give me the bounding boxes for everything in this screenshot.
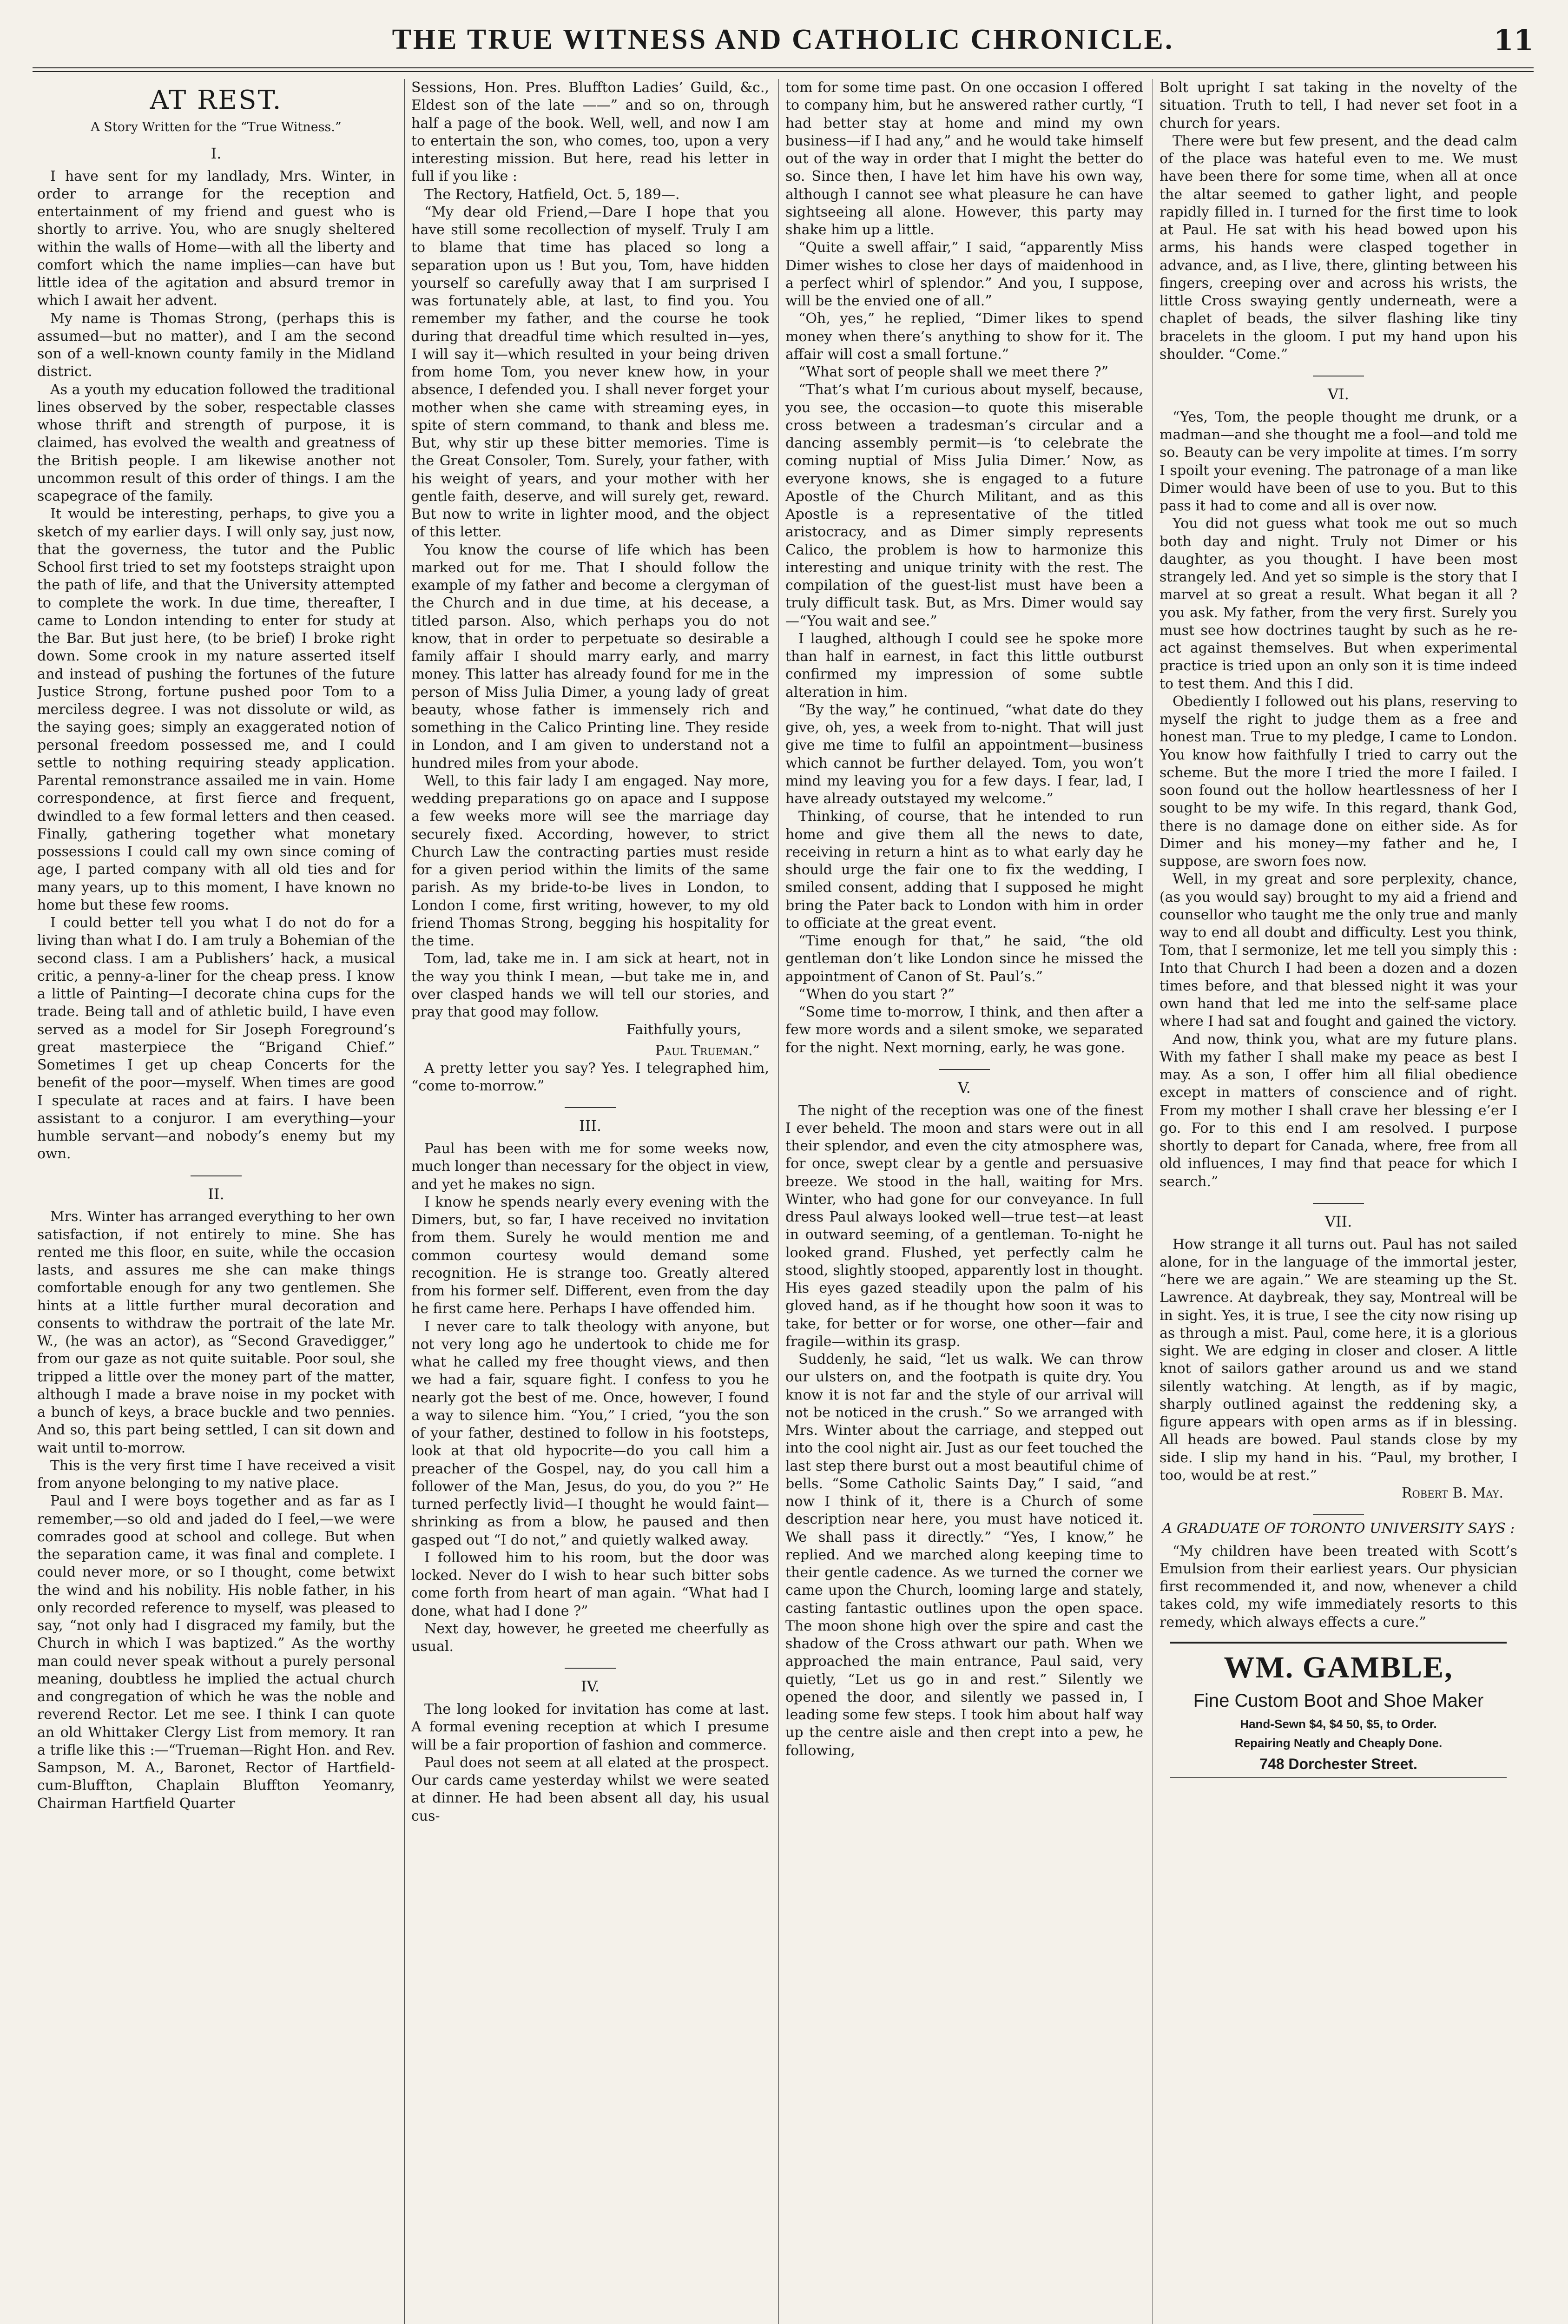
paragraph: tom for some time past. On one occasion I offered to company him, but he answered rather curtly, “I had better stay at home and mind my own business—if I had any,” and he would take himself out of the way in order that I might the better do so. Since then, I have let him have his own way, although I cannot see what pleasure he can have sightseeing all alone. However, this party may shake him up a little. [785,79,1143,238]
paragraph: The long looked for invitation has come at last. A formal evening reception at which I presume will be a fair proportion of fashion and commerce. [411,1701,769,1753]
paragraph: “Yes, Tom, the people thought me drunk, or a madman—and she thought me a fool—and told me so. Beauty can be very impolite at times. I’m sorry I spoilt your evening. The patronage of a man like Dimer would have been of use to you. But to this pass it had to come and all is over now. [1160,409,1517,515]
section-numeral: I. [211,144,222,162]
advert-prices: Hand-Sewn $4, $4 50, $5, to Order. [1240,1717,1437,1731]
paragraph: Sessions, Hon. Pres. Bluffton Ladies’ Guild, &c., Eldest son of the late ——” and so on, through half a page of the book. Well, well, and now I am to entertain the son, who comes, too, upon a very interesting mission. But here, read his letter in full if you like : [411,79,769,185]
masthead [33,19,1534,74]
paragraph: I could better tell you what I do not do for a living than what I do. I am truly a Bohemian of the second class. I am a Publishers’ hack, a musical critic, a penny-a-liner for the cheap press. I know a little of Painting—I decorate china cups for the trade. Being tall and of athletic build, I have even served as a model for Sir Joseph Foreground’s great masterpiece the “Brigand Chief.” Sometimes I get up cheap Concerts for the benefit of the poor—myself. When times are good I speculate at races and at fairs. I have been assistant to a conjuror. I am everything—your humble servant—and nobody’s enemy but my own. [37,915,395,1162]
section-divider [939,1069,990,1070]
paragraph: The night of the reception was one of the finest I ever beheld. The moon and stars were out in all their splendor, and even the city atmosphere was, for once, swept clear by a gentle and persuasive breeze. We stood in the hall, waiting for Mrs. Winter, who had gone for our conveyance. In full dress Paul always looked well—true test—at least in outward seeming, of a gentleman. To-night he looked grand. Flushed, yet perfectly calm he stood, slightly stooped, apparently lost in thought. His eyes gazed steadily upon the palm of his gloved hand, as if he thought how soon it was to take, for better or for worse, one other—fair and fragile—within its grasp. [785,1102,1143,1350]
advert-business-name: WM. GAMBLE, [1224,1650,1453,1684]
paragraph: “Time enough for that,” he said, “the old gentleman don’t like London since he missed the appointment of Canon of St. Paul’s.” [785,933,1143,985]
paragraph: My name is Thomas Strong, (perhaps this is assumed—but no matter), and I am the second son of a well-known county family in the Midland district. [37,310,395,380]
newspaper-title: THE TRUE WITNESS AND CATHOLIC CHRONICLE. [392,24,1174,55]
paragraph: Paul has been with me for some weeks now, much longer than necessary for the object in view, and yet he makes no sign. [411,1141,769,1193]
column-1 [37,79,395,2324]
paragraph: “That’s what I’m curious about myself, because, you see, the occasion—to quote this miserable cross between a tradesman’s circular and a dancing assembly permit—is ‘to celebrate the coming nuptial of Miss Julia Dimer.’ Now, as everyone knows, she is engaged to a future Apostle of the Church Militant, and as this Apostle is a representative of the titled aristocracy, and as Dimer simply represents Calico, the problem is how to harmonize this interesting and unique trinity with the rest. The compilation of the guest-list must have been a truly difficult task. But, as Mrs. Dimer would say—“You wait and see.” [785,382,1143,629]
section-numeral: V. [958,1078,971,1096]
advert-repairs: Repairing Neatly and Cheaply Done. [1234,1736,1443,1750]
paragraph: Thinking, of course, that he intended to run home and give them all the news to date, receiving in return a hint as to what early day he should urge the fair one to fix the wedding, I smiled consent, adding that I supposed he might bring the Pater back to London with him in order to officiate at the great event. [785,808,1143,931]
column-divider [778,79,779,2324]
paragraph: This is the very first time I have received a visit from anyone belonging to my native place. [37,1457,395,1492]
paragraph: Well, to this fair lady I am engaged. Nay more, wedding preparations go on apace and I suppose a few weeks more will see the marriage day securely fixed. According, however, to strict Church Law the contracting parties must reside for a given period within the limits of the same parish. As my bride-to-be lives in London, to London I come, first writing, however, to my old friend Thomas Strong, begging his hospitality for the time. [411,772,769,949]
advert-heading: A GRADUATE OF TORONTO UNIVERSITY SAYS : [1162,1520,1515,1537]
column-2 [411,79,769,2324]
section-numeral: VI. [1328,385,1349,403]
paragraph: “By the way,” he continued, “what date do they give, oh, yes, a week from to-night. That will just give me time to fulfil an appointment—business which cannot be further delayed. Tom, you won’t mind my leaving you for a few days. I fear, lad, I have already outstayed my welcome.” [785,701,1143,807]
paragraph: “When do you start ?” [798,986,955,1003]
section-divider [191,1175,242,1176]
column-3 [785,79,1143,2324]
paragraph: Mrs. Winter has arranged everything to her own satisfaction, if not entirely to mine. She has rented me this floor, en suite, while the occasion lasts, and assures me she can make things comfortable enough for any two gentlemen. She hints at a little further mural decoration and consents to withdraw the portrait of the late Mr. W., (he was an actor), as “Second Gravedigger,” from our gaze as not quite suitable. Poor soul, she tripped a little over the money part of the matter, although I made a brave noise in my pocket with a bunch of keys, a brace buckle and two pennies. And so, this part being settled, I can sit down and wait until to-morrow. [37,1208,395,1456]
paragraph: How strange it all turns out. Paul has not sailed alone, for in the language of the immortal jester, “here we are again.” We are steaming up the St. Lawrence. At daybreak, they say, Montreal will be in sight. Yes, it is true, I see the city now rising up as through a mist. Paul, come here, it is a glorious sight. We are edging in closer and closer. A little knot of sailors gather around us and we stand silently watching. At length, as if by magic, sharply outlined against the reddening sky, a figure appears with open arms as if in blessing. All heads are bowed. Paul stands close by my side. I slip my hand in his. “Paul, my brother, I too, would be at rest.” [1160,1236,1517,1484]
paragraph: Obediently I followed out his plans, reserving to myself the right to judge them as a free and honest man. True to my pledge, I came to London. You know how faithfully I tried to carry out the scheme. But the more I tried the more I failed. I soon found out the hollow heartlessness of her I sought to be my wife. In this regard, thank God, there is no damage done on either side. As for Dimer and his money—my father and he, I suppose, are sworn foes now. [1160,693,1517,870]
page-number: 11 [1493,23,1534,57]
paragraph: Paul does not seem at all elated at the prospect. Our cards came yesterday whilst we were seated at dinner. He had been absent all day, his usual cus- [411,1754,769,1824]
story-subtitle: A Story Written for the “True Witness.” [91,120,342,135]
author-signature: Robert B. May. [1401,1485,1503,1502]
section-numeral: II. [208,1185,224,1203]
paragraph: Bolt upright I sat taking in the novelty of the situation. Truth to tell, I had never set foot in a church for years. [1160,79,1517,132]
advert-body: “My children have been treated with Scott’s Emulsion from their earliest years. Our physician first recommended it, and now, whenever a child takes cold, my wife immediately resorts to this remedy, which always effects a cure.” [1160,1543,1517,1631]
paragraph: You did not guess what took me out so much both day and night. Truly not Dimer or his daughter, as you thought. I have been most strangely led. And yet so simple is the story that I marvel at so great a result. What began it all ? you ask. My father, from the very first. Surely you must see how doctrines taught by such as he re-act against themselves. But when experimental practice is tried upon an only son it is time indeed to test them. And this I did. [1160,515,1517,692]
column-4 [1160,79,1517,2324]
paragraph: I laughed, although I could see he spoke more than half in earnest, in fact this little outburst confirmed my impression of some subtle alteration in him. [785,630,1143,700]
section-divider [1313,1514,1364,1515]
paragraph: As a youth my education followed the traditional lines observed by the sober, respectable classes whose thrift and strength of purpose, it is claimed, has evolved the wealth and greatness of the British people. I am likewise another not uncommon result of this order of things. I am the scapegrace of the family. [37,381,395,505]
paragraph: “What sort of people shall we meet there ?” [798,364,1109,380]
advert-rule [1170,1777,1507,1778]
advert-rule [1170,1642,1507,1644]
paragraph: There were but few present, and the dead calm of the place was hateful even to me. We must have been there for some time, when all at once the altar seemed to gather light, and people rapidly filled in. I turned for the first time to look at Paul. He sat with his head bowed upon his arms, his hands were clasped together in advance, and, as I live, there, glinting between his fingers, creeping over and across his wrists, the little Cross swaying gently underneath, were a chaplet of beads, the silver flashing like tiny bracelets in the gloom. I put my hand upon his shoulder. “Come.” [1160,132,1517,363]
paragraph: I followed him to his room, but the door was locked. Never do I wish to hear such bitter sobs come forth from heart of man again. “What had I done, what had I done ?” [411,1549,769,1619]
story-title: AT REST. [150,85,283,115]
header-rule [33,67,1534,72]
letter-signature: Paul Trueman.” [655,1042,760,1059]
section-divider [565,1668,616,1669]
paragraph: And now, think you, what are my future plans. With my father I shall make my peace as best I may. As a son, I offer him all filial obedience except in matters of conscience and of right. From my mother I shall crave her blessing e’er I go. For to this end I am resolved. I purpose shortly to depart for Canada, where, free from all old influences, I may find that peace for which I search.” [1160,1031,1517,1190]
paragraph: It would be interesting, perhaps, to give you a sketch of my earlier days. I will only say, just now, that the governess, the tutor and the Public School first tried to set my footsteps straight upon the path of life, and that the University attempted to complete the work. In due time, thereafter, I came to London intending to enter for study at the Bar. But just here, (to be brief) I broke right down. Some crook in my nature asserted itself and instead of pushing the fortunes of the future Justice Strong, fortune pushed poor Tom to a merciless degree. I was not dissolute or wild, as the saying goes; simply an exaggerated notion of personal freedom possessed me, and I could settle to nothing requiring steady application. Parental remonstrance assailed me in vain. Home correspondence, at first fierce and frequent, dwindled to a few formal letters and then ceased. Finally, gathering together what monetary possessions I could call my own since coming of age, I parted company with all old ties and for many years, up to this moment, I have known no home but these few rooms. [37,506,395,913]
paragraph: I know he spends nearly every evening with the Dimers, but, so far, I have received no invitation from them. Surely he would mention me and common courtesy would demand some recognition. He is strange too. Greatly altered from his former self. Different, even from the day he first came here. Perhaps I have offended him. [411,1194,769,1317]
letter-closing: Faithfully yours, [626,1022,741,1038]
section-numeral: VII. [1324,1212,1352,1230]
section-numeral: IV. [580,1677,600,1696]
advert-address: 748 Dorchester Street. [1259,1756,1417,1773]
paragraph: Well, in my great and sore perplexity, chance, (as you would say) brought to my aid a friend and counsellor who taught me the only true and manly way to end all doubt and difficulty. Lest you think, Tom, that I sermonize, let me tell you simply this : Into that Church I had been a dozen and a dozen times before, and that blessed night it was your own hand that led me into the self-same place where I had sat and fought and gained the victory. [1160,871,1517,1030]
section-numeral: III. [579,1117,602,1135]
section-divider [1313,1203,1364,1204]
paragraph: Tom, lad, take me in. I am sick at heart, not in the way you think I mean, —but take me in, and over clasped hands we will tell our stories, and pray that good may follow. [411,951,769,1020]
paragraph: Paul and I were boys together and as far as I remember,—so old and jaded do I feel,—we were comrades good at school and college. But when the separation came, it was final and complete. I could never more, or so I thought, come betwixt the wind and his nobility. His noble father, in his only recorded reference to myself, was pleased to say, “not only had I disgraced my family, but the Church in which I was baptized.” As the worthy man could never speak without a purely personal meaning, doubtless he implied the actual church and congregation of which he was the noble and reverend Rector. Let me see. I think I can quote an old Whittaker Clergy List from memory. It ran a trifle like this :—“Trueman—Right Hon. and Rev. Sampson, M. A., Baronet, Rector of Hartfield-cum-Bluffton, Chaplain Bluffton Yeomanry, Chairman Hartfield Quarter [37,1493,395,1812]
advert-tagline: Fine Custom Boot and Shoe Maker [1193,1690,1484,1711]
paragraph: You know the course of life which has been marked out for me. That I should follow the example of my father and become a clergyman of the Church and in due time, at his decease, a titled parson. Also, which perhaps you do not know, that in order to perpetuate so desirable a family affair I should marry early, and marry money. This latter has already found for me in the person of Miss Julia Dimer, a young lady of great beauty, whose father is immensely rich and something in the Calico Printing line. They reside in London, and I am given to understand not a hundred miles from your abode. [411,541,769,772]
paragraph: Next day, however, he greeted me cheerfully as usual. [411,1620,769,1655]
paragraph: “Oh, yes,” he replied, “Dimer likes to spend money when there’s anything to show for it. The affair will cost a small fortune.” [785,310,1143,363]
advert-testimonial [1160,1520,1517,1631]
letter-dateline: The Rectory, Hatfield, Oct. 5, 189—. [424,186,680,203]
paragraph: Suddenly, he said, “let us walk. We can throw our ulsters on, and the footpath is quite dry. You know it is not far and the style of our arrival will not be noticed in the crush.” So we arranged with Mrs. Winter about the carriage, and stepped out into the cool night air. Just as our feet touched the last step there burst out a most beautiful chime of bells. “Some Catholic Saints Day,” I said, “and now I think of it, there is a Church of some description near here, you must have noticed it. We shall pass it directly.” “Yes, I know,” he replied. And we marched along keeping time to their gentle cadence. As we turned the corner we came upon the Church, looming large and stately, casting fantastic outlines upon the open space. The moon shone high over the spire and cast the shadow of the Cross athwart our path. When we approached the main entrance, Paul said, very quietly, “Let us go in and rest.” Silently we opened the door, and silently we passed in, I leading some few steps. I took him about half way up the centre aisle and then crept into a pew, he following, [785,1351,1143,1759]
paragraph: “My dear old Friend,—Dare I hope that you have still some recollection of myself. Truly I am to blame that time has placed so long a separation upon us ! But you, Tom, have hidden yourself so carefully away that I am surprised I was fortunately able, at last, to find you. You remember my father, and the course he took during that dreadful time which resulted in—yes, I will say it—which resulted in your being driven from home Tom, you never knew how, in your absence, I defended you. I shall never forget your mother when she came with streaming eyes, in spite of stern command, to thank and bless me. But, why stir up these bitter memories. Time is the Great Consoler, Tom. Surely, your father, with his weight of years, and your mother with her gentle faith, deserve, and will surely get, reward. But now to write in lighter mood, and the object of this letter. [411,204,769,541]
section-divider [565,1107,616,1108]
paragraph: I have sent for my landlady, Mrs. Winter, in order to arrange for the reception and entertainment of my friend and guest who is shortly to arrive. You, who are snugly sheltered within the walls of Home—with all the liberty and comfort which the name implies—can have but little idea of the agitation and absurd tremor in which I await her advent. [37,168,395,309]
advert-shoemaker [1160,1648,1517,1774]
column-divider [404,79,405,2324]
paragraph: “Some time to-morrow, I think, and then after a few more words and a silent smoke, we separated for the night. Next morning, early, he was gone. [785,1004,1143,1056]
paragraph: “Quite a swell affair,” I said, “apparently Miss Dimer wishes to close her days of maidenhood in a perfect whirl of splendor.” And you, I suppose, will be the envied one of all.” [785,239,1143,309]
paragraph: I never care to talk theology with anyone, but not very long ago he undertook to chide me for what he called my free thought views, and then we had a fair, square fight. I confess to you he nearly got the best of me. Once, however, I found a way to silence him. “You,” I cried, “you the son of your father, destined to follow in his footsteps, look at that old hypocrite—do you call him a preacher of the Gospel, nay, do you call him a follower of the Man, Jesus, do you, do you ?” He turned perfectly livid—I thought he would faint—shrinking as from a blow, he paused and then gasped out “I do not,” and quietly walked away. [411,1318,769,1548]
paragraph: A pretty letter you say? Yes. I telegraphed him, “come to-morrow.” [411,1060,769,1094]
